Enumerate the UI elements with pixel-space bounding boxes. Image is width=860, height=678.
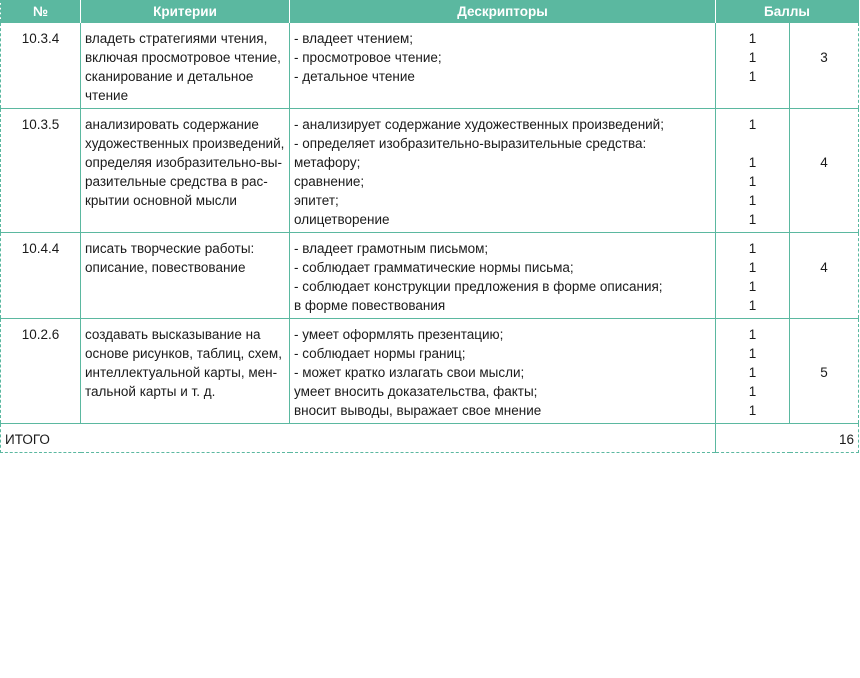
row-descriptors bbox=[290, 319, 716, 424]
row-criteria bbox=[81, 23, 290, 109]
descriptor-line: - детальное чтение bbox=[294, 69, 415, 84]
descriptor-line: - владеет грамотным письмом; bbox=[294, 241, 489, 256]
point-value: 1 bbox=[748, 384, 757, 399]
descriptor-line: в форме повествования bbox=[294, 298, 446, 313]
criteria-line: определяя изобразительно-вы- bbox=[85, 155, 282, 170]
row-points bbox=[716, 233, 790, 319]
table-header-row bbox=[1, 0, 859, 23]
descriptor-line: - соблюдает конструкции предложения в форме описания; bbox=[294, 279, 663, 294]
criteria-line: писать творческие работы: bbox=[85, 241, 255, 256]
criteria-line: тальной карты и т. д. bbox=[85, 384, 216, 399]
criteria-line: интеллектуальной карты, мен- bbox=[85, 365, 278, 380]
table-row bbox=[1, 23, 859, 109]
criteria-line: владеть стратегиями чтения, bbox=[85, 31, 268, 46]
point-gap bbox=[720, 134, 785, 153]
point-value: 1 bbox=[748, 212, 757, 227]
total-value: 16 bbox=[716, 424, 859, 453]
point-value: 1 bbox=[748, 365, 757, 380]
row-descriptors bbox=[290, 23, 716, 109]
row-total: 4 bbox=[790, 233, 859, 319]
row-points bbox=[716, 109, 790, 233]
row-total: 4 bbox=[790, 109, 859, 233]
criteria-line: сканирование и детальное bbox=[85, 69, 254, 84]
criteria-line: создавать высказывание на bbox=[85, 327, 261, 342]
point-value: 1 bbox=[748, 279, 757, 294]
header-num: № bbox=[1, 0, 81, 23]
criteria-line: включая просмотровое чтение, bbox=[85, 50, 281, 65]
point-value: 1 bbox=[748, 241, 757, 256]
point-value: 1 bbox=[748, 298, 757, 313]
point-value: 1 bbox=[748, 31, 757, 46]
descriptor-line: сравнение; bbox=[294, 174, 365, 189]
row-points bbox=[716, 23, 790, 109]
descriptor-line: - умеет оформлять презентацию; bbox=[294, 327, 504, 342]
descriptor-line: эпитет; bbox=[294, 193, 339, 208]
row-points bbox=[716, 319, 790, 424]
row-total: 5 bbox=[790, 319, 859, 424]
row-code: 10.4.4 bbox=[1, 233, 81, 319]
criteria-line: описание, повествование bbox=[85, 260, 246, 275]
descriptor-line: - определяет изобразительно-выразительные средства: bbox=[294, 136, 647, 151]
table-row bbox=[1, 319, 859, 424]
point-value: 1 bbox=[748, 327, 757, 342]
row-code: 10.2.6 bbox=[1, 319, 81, 424]
descriptor-line: - соблюдает грамматические нормы письма; bbox=[294, 260, 574, 275]
point-value: 1 bbox=[748, 69, 757, 84]
descriptor-line: метафору; bbox=[294, 155, 361, 170]
criteria-line: анализировать содержание bbox=[85, 117, 259, 132]
descriptor-line: - анализирует содержание художественных произведений; bbox=[294, 117, 664, 132]
table-row bbox=[1, 109, 859, 233]
point-value: 1 bbox=[748, 346, 757, 361]
row-criteria bbox=[81, 109, 290, 233]
row-criteria bbox=[81, 233, 290, 319]
point-value: 1 bbox=[748, 174, 757, 189]
row-total: 3 bbox=[790, 23, 859, 109]
point-value: 1 bbox=[748, 117, 757, 132]
descriptor-line: олицетворение bbox=[294, 212, 390, 227]
header-points: Баллы bbox=[716, 0, 859, 23]
point-value: 1 bbox=[748, 403, 757, 418]
row-code: 10.3.4 bbox=[1, 23, 81, 109]
header-descriptors: Дескрипторы bbox=[290, 0, 716, 23]
descriptor-line: вносит выводы, выражает свое мнение bbox=[294, 403, 542, 418]
descriptor-line: - просмотровое чтение; bbox=[294, 50, 442, 65]
descriptor-line: - соблюдает нормы границ; bbox=[294, 346, 466, 361]
row-criteria bbox=[81, 319, 290, 424]
row-code: 10.3.5 bbox=[1, 109, 81, 233]
criteria-line: чтение bbox=[85, 88, 129, 103]
criteria-line: разительные средства в рас- bbox=[85, 174, 268, 189]
descriptor-line: - может кратко излагать свои мысли; bbox=[294, 365, 525, 380]
row-descriptors bbox=[290, 233, 716, 319]
total-row bbox=[1, 424, 859, 453]
descriptor-line: - владеет чтением; bbox=[294, 31, 413, 46]
criteria-line: основе рисунков, таблиц, схем, bbox=[85, 346, 282, 361]
point-value: 1 bbox=[748, 155, 757, 170]
point-value: 1 bbox=[748, 50, 757, 65]
point-value: 1 bbox=[748, 193, 757, 208]
descriptor-line: умеет вносить доказательства, факты; bbox=[294, 384, 538, 399]
total-label: ИТОГО bbox=[1, 424, 716, 453]
point-value: 1 bbox=[748, 260, 757, 275]
row-descriptors bbox=[290, 109, 716, 233]
header-criteria: Критерии bbox=[81, 0, 290, 23]
table-row bbox=[1, 233, 859, 319]
criteria-line: крытии основной мысли bbox=[85, 193, 237, 208]
criteria-line: художественных произведений, bbox=[85, 136, 285, 151]
